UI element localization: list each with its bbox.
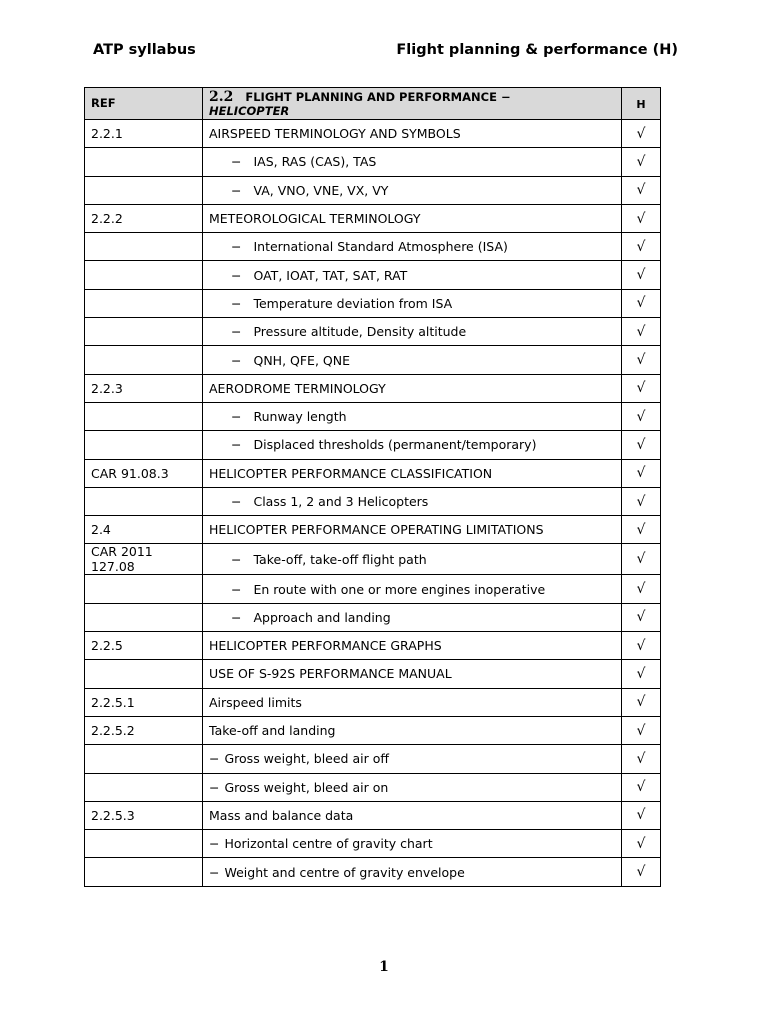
description-cell [203, 575, 622, 603]
ref-cell [85, 544, 203, 575]
table-row [85, 801, 661, 829]
h-check-cell [622, 773, 661, 801]
table-row [85, 204, 661, 232]
description-text: Airspeed limits [209, 694, 302, 710]
ref-cell [85, 660, 203, 688]
description-cell [203, 289, 622, 317]
h-check-cell [622, 459, 661, 487]
ref-text: 2.2.5.2 [91, 723, 135, 739]
h-column-label: H [636, 97, 646, 111]
ref-cell [85, 318, 203, 346]
table-row [85, 516, 661, 544]
h-check-cell [622, 374, 661, 402]
ref-text: 2.2.5.3 [91, 807, 135, 823]
ref-cell [85, 431, 203, 459]
table-row [85, 261, 661, 289]
description-cell [203, 204, 622, 232]
sub-item [209, 780, 388, 795]
check-mark-icon: √ [636, 551, 646, 568]
h-check-cell [622, 830, 661, 858]
ref-cell [85, 374, 203, 402]
dash-bullet: − [231, 551, 242, 567]
sub-item [209, 409, 347, 424]
table-row [85, 660, 661, 688]
check-mark-icon: √ [636, 352, 646, 369]
h-check-cell [622, 575, 661, 603]
description-cell [203, 487, 622, 515]
dash-bullet: − [231, 324, 242, 340]
table-row [85, 289, 661, 317]
description-text: HELICOPTER PERFORMANCE CLASSIFICATION [209, 465, 493, 481]
sub-item [209, 154, 376, 169]
description-text: En route with one or more engines inoperative [253, 581, 546, 597]
table-row [85, 431, 661, 459]
table-row [85, 487, 661, 515]
check-mark-icon: √ [636, 267, 646, 284]
dash-bullet: − [231, 409, 242, 425]
description-cell [203, 148, 622, 176]
description-cell [203, 402, 622, 430]
check-mark-icon: √ [636, 238, 646, 255]
dash-bullet: − [209, 864, 220, 880]
description-text: AERODROME TERMINOLOGY [209, 380, 386, 396]
ref-cell [85, 632, 203, 660]
h-check-cell [622, 603, 661, 631]
dash-bullet: − [231, 182, 242, 198]
description-text: USE OF S-92S PERFORMANCE MANUAL [209, 666, 452, 682]
description-text: QNH, QFE, QNE [253, 352, 350, 368]
ref-cell [85, 261, 203, 289]
section-header-cell [203, 88, 622, 120]
check-mark-icon: √ [636, 694, 646, 711]
h-check-cell [622, 487, 661, 515]
description-text: HELICOPTER PERFORMANCE OPERATING LIMITATIONS [209, 522, 544, 538]
table-row [85, 318, 661, 346]
description-text: Weight and centre of gravity envelope [224, 864, 465, 880]
table-row [85, 773, 661, 801]
table-row [85, 544, 661, 575]
description-cell [203, 745, 622, 773]
check-mark-icon: √ [636, 581, 646, 598]
table-row [85, 716, 661, 744]
description-text: International Standard Atmosphere (ISA) [253, 239, 508, 255]
description-text: Take-off and landing [209, 723, 336, 739]
description-text: Temperature deviation from ISA [253, 295, 453, 311]
table-row [85, 374, 661, 402]
dash-bullet: − [209, 779, 220, 795]
check-mark-icon: √ [636, 722, 646, 739]
page-number: 1 [379, 959, 389, 975]
description-text: Horizontal centre of gravity chart [224, 836, 433, 852]
description-cell [203, 374, 622, 402]
h-column-header [622, 88, 661, 120]
check-mark-icon: √ [636, 835, 646, 852]
description-cell [203, 459, 622, 487]
ref-cell [85, 801, 203, 829]
table-row [85, 745, 661, 773]
description-text: Gross weight, bleed air off [224, 751, 389, 767]
check-mark-icon: √ [636, 665, 646, 682]
ref-cell [85, 176, 203, 204]
sub-item [209, 268, 407, 283]
dash-bullet: − [231, 239, 242, 255]
sub-item [209, 494, 428, 509]
h-check-cell [622, 120, 661, 148]
h-check-cell [622, 745, 661, 773]
dash-bullet: − [231, 609, 242, 625]
description-text: Displaced thresholds (permanent/temporary) [253, 437, 537, 453]
description-cell [203, 233, 622, 261]
check-mark-icon: √ [636, 779, 646, 796]
h-check-cell [622, 289, 661, 317]
description-text: HELICOPTER PERFORMANCE GRAPHS [209, 638, 442, 654]
dash-bullet: − [231, 581, 242, 597]
check-mark-icon: √ [636, 864, 646, 881]
ref-cell [85, 773, 203, 801]
ref-text: 2.2.3 [91, 380, 123, 396]
description-cell [203, 716, 622, 744]
description-cell [203, 431, 622, 459]
dash-bullet: − [231, 295, 242, 311]
ref-text: 2.2.5 [91, 638, 123, 654]
description-cell [203, 632, 622, 660]
table-row [85, 603, 661, 631]
check-mark-icon: √ [636, 408, 646, 425]
sub-item [209, 552, 427, 567]
ref-cell [85, 688, 203, 716]
description-cell [203, 516, 622, 544]
section-number: 2.2 [209, 89, 234, 105]
sub-item [209, 437, 536, 452]
ref-cell [85, 858, 203, 886]
description-text: Gross weight, bleed air on [224, 779, 389, 795]
description-text: AIRSPEED TERMINOLOGY AND SYMBOLS [209, 126, 461, 142]
h-check-cell [622, 346, 661, 374]
check-mark-icon: √ [636, 125, 646, 142]
description-text: Mass and balance data [209, 807, 354, 823]
h-check-cell [622, 233, 661, 261]
sub-item [209, 183, 388, 198]
check-mark-icon: √ [636, 380, 646, 397]
section-subtitle: HELICOPTER [209, 104, 290, 118]
h-check-cell [622, 318, 661, 346]
ref-cell [85, 716, 203, 744]
ref-column-header: REF [85, 88, 203, 120]
ref-cell [85, 830, 203, 858]
h-check-cell [622, 688, 661, 716]
description-cell [203, 120, 622, 148]
h-check-cell [622, 516, 661, 544]
check-mark-icon: √ [636, 750, 646, 767]
sub-item [209, 865, 465, 880]
ref-cell [85, 603, 203, 631]
check-mark-icon: √ [636, 436, 646, 453]
ref-text: 2.2.2 [91, 211, 123, 227]
table-row [85, 148, 661, 176]
check-mark-icon: √ [636, 210, 646, 227]
sub-item [209, 353, 350, 368]
ref-cell [85, 204, 203, 232]
h-check-cell [622, 431, 661, 459]
sub-item [209, 324, 466, 339]
table-row [85, 459, 661, 487]
description-cell [203, 176, 622, 204]
h-check-cell [622, 261, 661, 289]
check-mark-icon: √ [636, 609, 646, 626]
sub-item [209, 610, 391, 625]
description-cell [203, 858, 622, 886]
ref-cell [85, 402, 203, 430]
check-mark-icon: √ [636, 493, 646, 510]
description-text: Class 1, 2 and 3 Helicopters [253, 494, 429, 509]
check-mark-icon: √ [636, 521, 646, 538]
dash-bullet: − [209, 751, 220, 767]
description-cell [203, 261, 622, 289]
h-check-cell [622, 176, 661, 204]
description-cell [203, 773, 622, 801]
sub-item [209, 751, 389, 766]
check-mark-icon: √ [636, 182, 646, 199]
description-text: Approach and landing [253, 609, 391, 625]
ref-cell [85, 148, 203, 176]
ref-cell [85, 575, 203, 603]
h-check-cell [622, 402, 661, 430]
description-text: OAT, IOAT, TAT, SAT, RAT [253, 267, 408, 283]
ref-cell [85, 233, 203, 261]
table-header-row [85, 88, 661, 120]
section-title: FLIGHT PLANNING AND PERFORMANCE − [245, 90, 511, 104]
check-mark-icon: √ [636, 153, 646, 170]
ref-text: 2.4 [91, 522, 111, 538]
description-cell [203, 688, 622, 716]
description-cell [203, 544, 622, 575]
sub-item [209, 582, 545, 597]
table-row [85, 858, 661, 886]
table-row [85, 120, 661, 148]
description-cell [203, 801, 622, 829]
dash-bullet: − [209, 836, 220, 852]
table-row [85, 688, 661, 716]
check-mark-icon: √ [636, 295, 646, 312]
table-row [85, 176, 661, 204]
ref-text: CAR 2011 [91, 544, 153, 560]
syllabus-table [84, 87, 661, 887]
ref-cell [85, 516, 203, 544]
table-row [85, 575, 661, 603]
description-cell [203, 660, 622, 688]
ref-cell [85, 289, 203, 317]
check-mark-icon: √ [636, 323, 646, 340]
dash-bullet: − [231, 267, 242, 283]
header-title-left: ATP syllabus [93, 42, 196, 58]
h-check-cell [622, 544, 661, 575]
description-cell [203, 603, 622, 631]
header-title-right: Flight planning & performance (H) [396, 42, 678, 58]
description-cell [203, 318, 622, 346]
table-row [85, 830, 661, 858]
check-mark-icon: √ [636, 807, 646, 824]
h-check-cell [622, 716, 661, 744]
description-text: Runway length [253, 409, 347, 425]
table-row [85, 346, 661, 374]
ref-text: CAR 91.08.3 [91, 465, 169, 481]
ref-cell [85, 120, 203, 148]
ref-text: 2.2.1 [91, 126, 123, 142]
check-mark-icon: √ [636, 637, 646, 654]
table-row [85, 402, 661, 430]
ref-cell [85, 459, 203, 487]
h-check-cell [622, 858, 661, 886]
ref-cell [85, 487, 203, 515]
table-row [85, 632, 661, 660]
h-check-cell [622, 148, 661, 176]
dash-bullet: − [231, 154, 242, 170]
dash-bullet: − [231, 494, 242, 509]
h-check-cell [622, 632, 661, 660]
sub-item [209, 836, 433, 851]
sub-item [209, 239, 508, 254]
ref-text-line2: 127.08 [91, 559, 135, 575]
h-check-cell [622, 660, 661, 688]
description-text: Take-off, take-off flight path [253, 551, 427, 567]
check-mark-icon: √ [636, 465, 646, 482]
dash-bullet: − [231, 437, 242, 453]
description-cell [203, 830, 622, 858]
dash-bullet: − [231, 352, 242, 368]
description-text: Pressure altitude, Density altitude [253, 324, 467, 340]
description-cell [203, 346, 622, 374]
description-text: IAS, RAS (CAS), TAS [253, 154, 377, 170]
sub-item [209, 296, 452, 311]
description-text: VA, VNO, VNE, VX, VY [253, 182, 389, 198]
ref-text: 2.2.5.1 [91, 694, 135, 710]
ref-cell [85, 745, 203, 773]
table-row [85, 233, 661, 261]
h-check-cell [622, 801, 661, 829]
ref-cell [85, 346, 203, 374]
description-text: METEOROLOGICAL TERMINOLOGY [209, 211, 421, 227]
h-check-cell [622, 204, 661, 232]
syllabus-table-body [85, 88, 661, 887]
